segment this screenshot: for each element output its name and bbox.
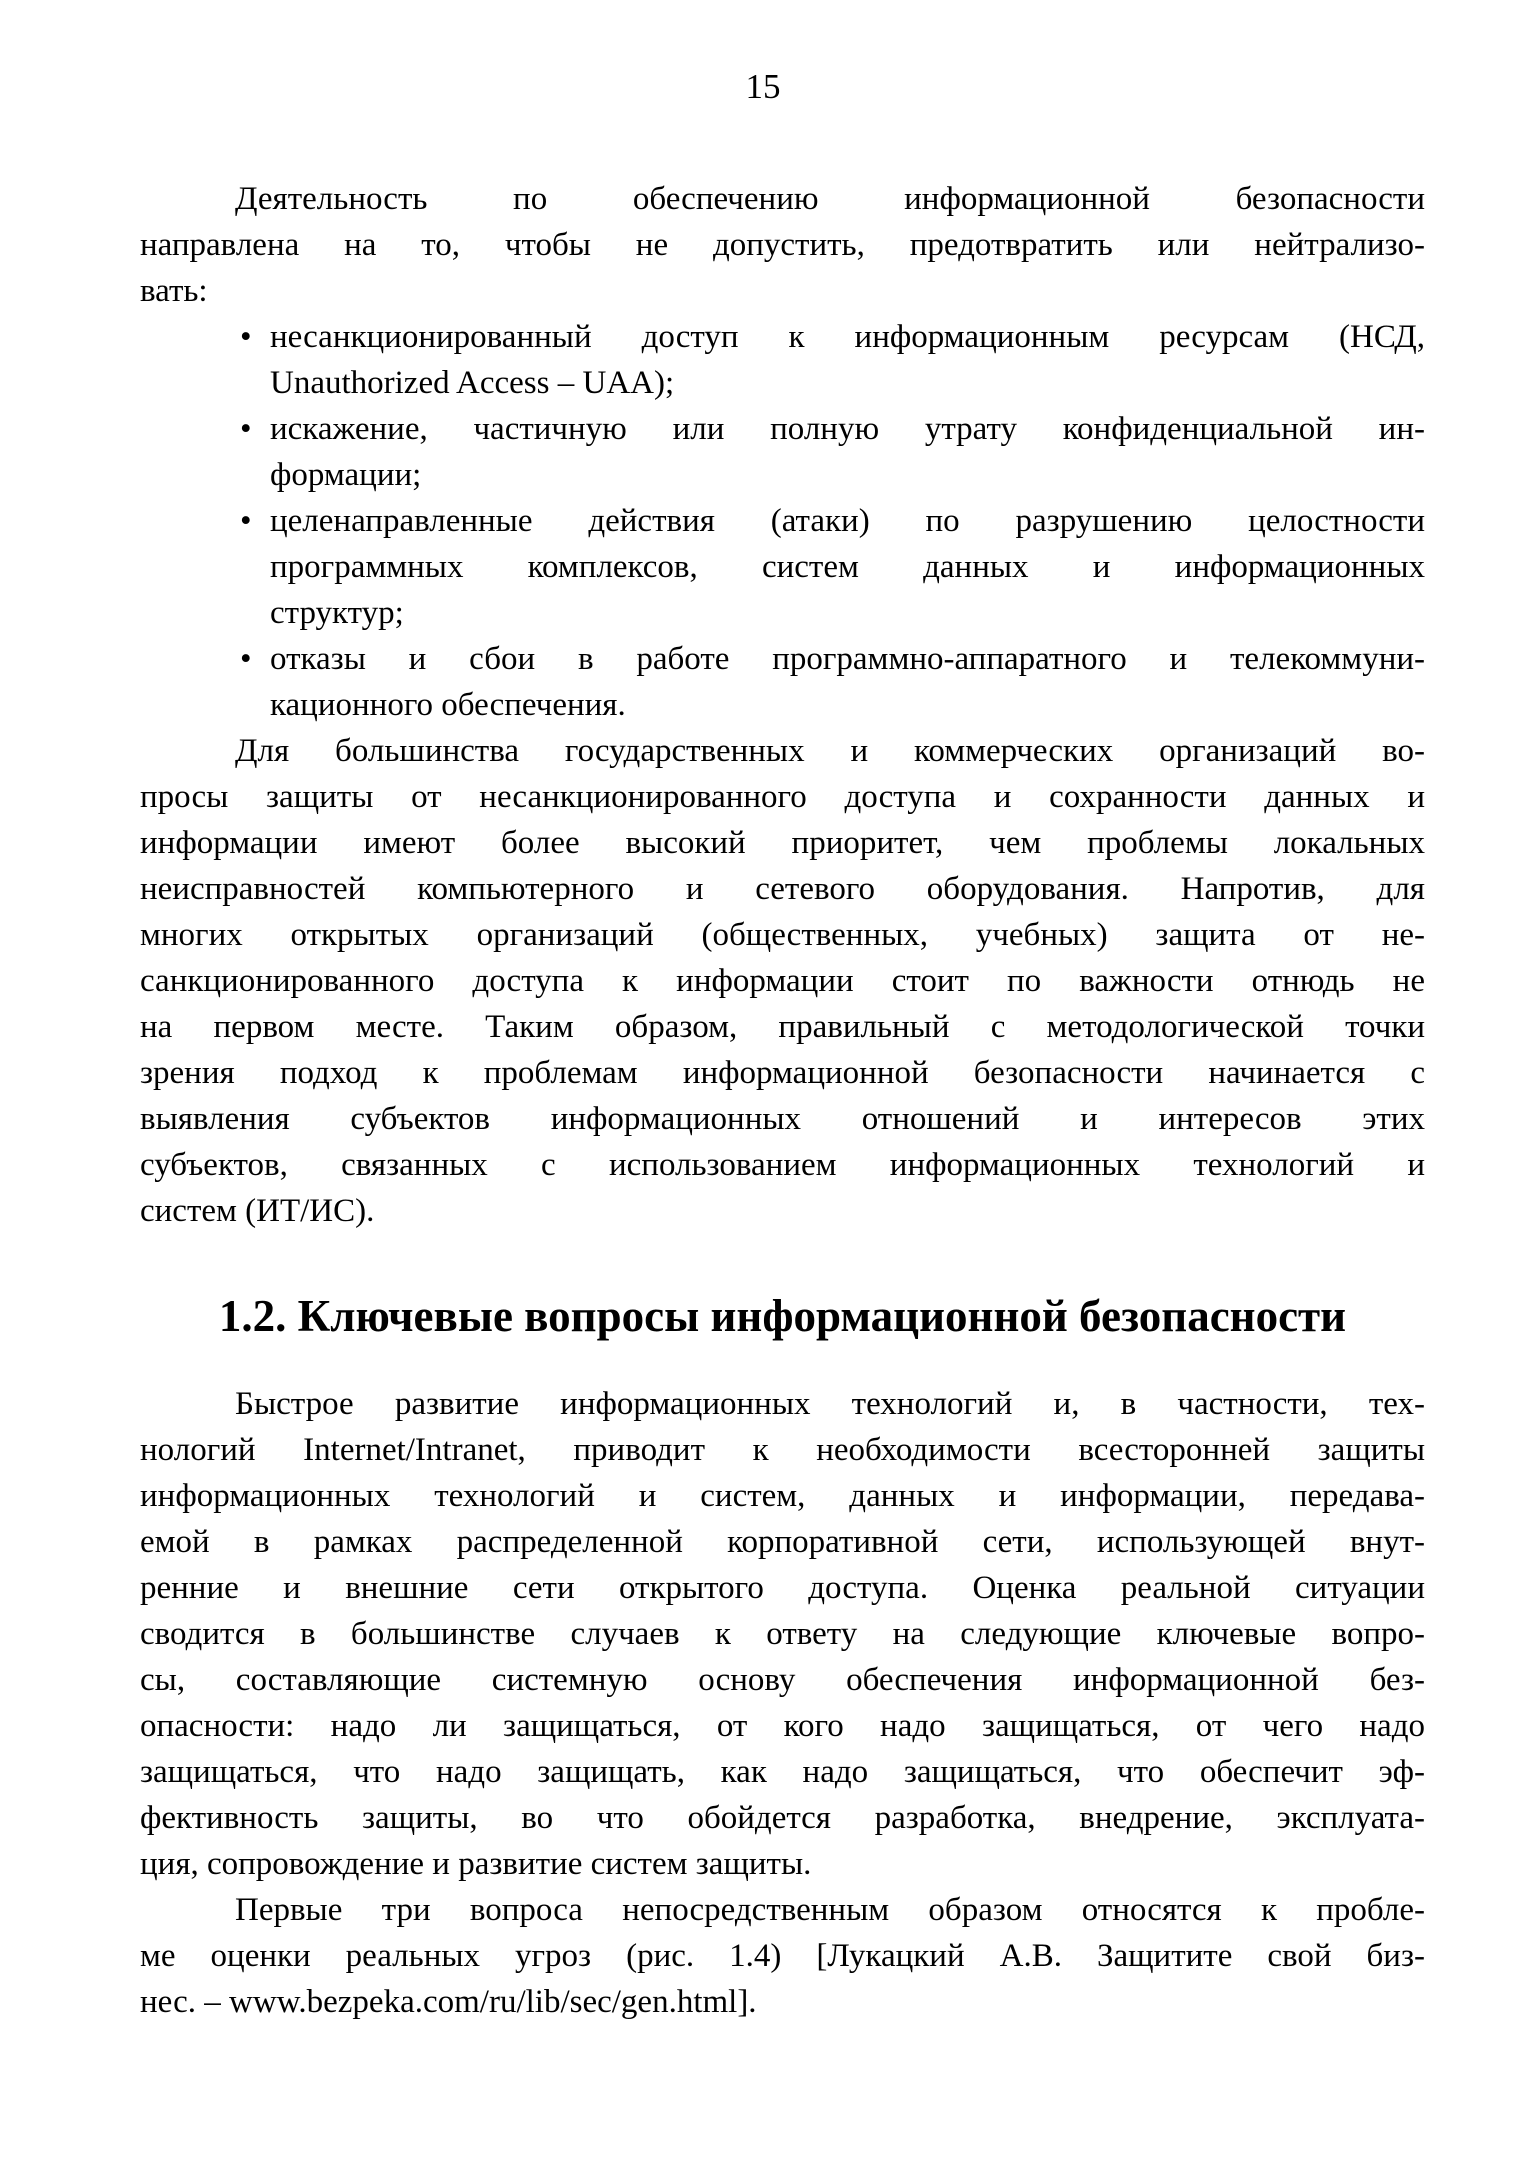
text-line: Первые три вопроса непосредственным образом относятся к пробле- (235, 1892, 1425, 1928)
text-line: Для большинства государственных и коммерческих организаций во- (235, 733, 1425, 769)
text-line: структур; (270, 595, 404, 631)
paragraph-priorities (140, 728, 1425, 1234)
text-line: емой в рамках распределенной корпоративной сети, использующей внут- (140, 1524, 1425, 1560)
text-line: просы защиты от несанкционированного доступа и сохранности данных и (140, 779, 1425, 815)
section-heading: 1.2. Ключевые вопросы информационной безопасности (218, 1291, 1347, 1341)
text-line: формации; (270, 457, 422, 493)
text-line: ме оценки реальных угроз (рис. 1.4) [Лукацкий А.В. Защитите свой биз- (140, 1938, 1425, 1974)
text-line: выявления субъектов информационных отношений и интересов этих (140, 1101, 1425, 1137)
text-line: сы, составляющие системную основу обеспечения информационной без- (140, 1662, 1425, 1698)
bullet-icon: • (240, 319, 252, 355)
text-line: неисправностей компьютерного и сетевого оборудования. Напротив, для (140, 871, 1425, 907)
bullet-text (270, 406, 1425, 498)
text-line: многих открытых организаций (общественных, учебных) защита от не- (140, 917, 1425, 953)
bullet-text (270, 636, 1425, 728)
text-line: программных комплексов, систем данных и информационных (270, 549, 1425, 585)
text-line: информационных технологий и систем, данных и информации, передава- (140, 1478, 1425, 1514)
page-number: 15 (745, 67, 781, 106)
text-line: отказы и сбои в работе программно-аппаратного и телекоммуни- (270, 641, 1425, 677)
text-line: на первом месте. Таким образом, правильный с методологической точки (140, 1009, 1425, 1045)
text-line: целенаправленные действия (атаки) по разрушению целостности (270, 503, 1425, 539)
text-line: кационного обеспечения. (270, 687, 626, 723)
bullet-list (140, 314, 1425, 728)
text-line: нес. – www.bezpeka.com/ru/lib/sec/gen.html]. (140, 1984, 757, 2020)
text-line: искажение, частичную или полную утрату конфиденциальной ин- (270, 411, 1425, 447)
bullet-text (270, 314, 1425, 406)
text-line: Быстрое развитие информационных технологий и, в частности, тех- (235, 1386, 1425, 1422)
text-line: ренние и внешние сети открытого доступа. Оценка реальной ситуации (140, 1570, 1425, 1606)
text-line: нологий Internet/Intranet, приводит к необходимости всесторонней защиты (140, 1432, 1425, 1468)
paragraph-key-questions (140, 1381, 1425, 1887)
paragraph-threats-reference (140, 1887, 1425, 2025)
text-line: вать: (140, 273, 208, 309)
bullet-item (140, 314, 1425, 406)
text-line: систем (ИТ/ИС). (140, 1193, 375, 1229)
bullet-item (140, 406, 1425, 498)
text-line: опасности: надо ли защищаться, от кого надо защищаться, от чего надо (140, 1708, 1425, 1744)
text-line: информации имеют более высокий приоритет, чем проблемы локальных (140, 825, 1425, 861)
bullet-icon: • (240, 411, 252, 447)
text-line: направлена на то, чтобы не допустить, предотвратить или нейтрализо- (140, 227, 1425, 263)
text-line: санкционированного доступа к информации стоит по важности отнюдь не (140, 963, 1425, 999)
text-line: сводится в большинстве случаев к ответу на следующие ключевые вопро- (140, 1616, 1425, 1652)
bullet-text (270, 498, 1425, 636)
text-column (140, 176, 1425, 2025)
text-line: защищаться, что надо защищать, как надо защищаться, что обеспечит эф- (140, 1754, 1425, 1790)
text-line: ция, сопровождение и развитие систем защиты. (140, 1846, 812, 1882)
paragraph-intro (140, 176, 1425, 314)
text-line: Деятельность по обеспечению информационной безопасности (235, 181, 1425, 217)
text-line: зрения подход к проблемам информационной безопасности начинается с (140, 1055, 1425, 1091)
text-line: несанкционированный доступ к информационным ресурсам (НСД, (270, 319, 1425, 355)
bullet-item (140, 498, 1425, 636)
bullet-icon: • (240, 641, 252, 677)
text-line: Unauthorized Access – UAA); (270, 365, 675, 401)
bullet-item (140, 636, 1425, 728)
bullet-icon: • (240, 503, 252, 539)
text-line: субъектов, связанных с использованием информационных технологий и (140, 1147, 1425, 1183)
text-line: фективность защиты, во что обойдется разработка, внедрение, эксплуата- (140, 1800, 1425, 1836)
